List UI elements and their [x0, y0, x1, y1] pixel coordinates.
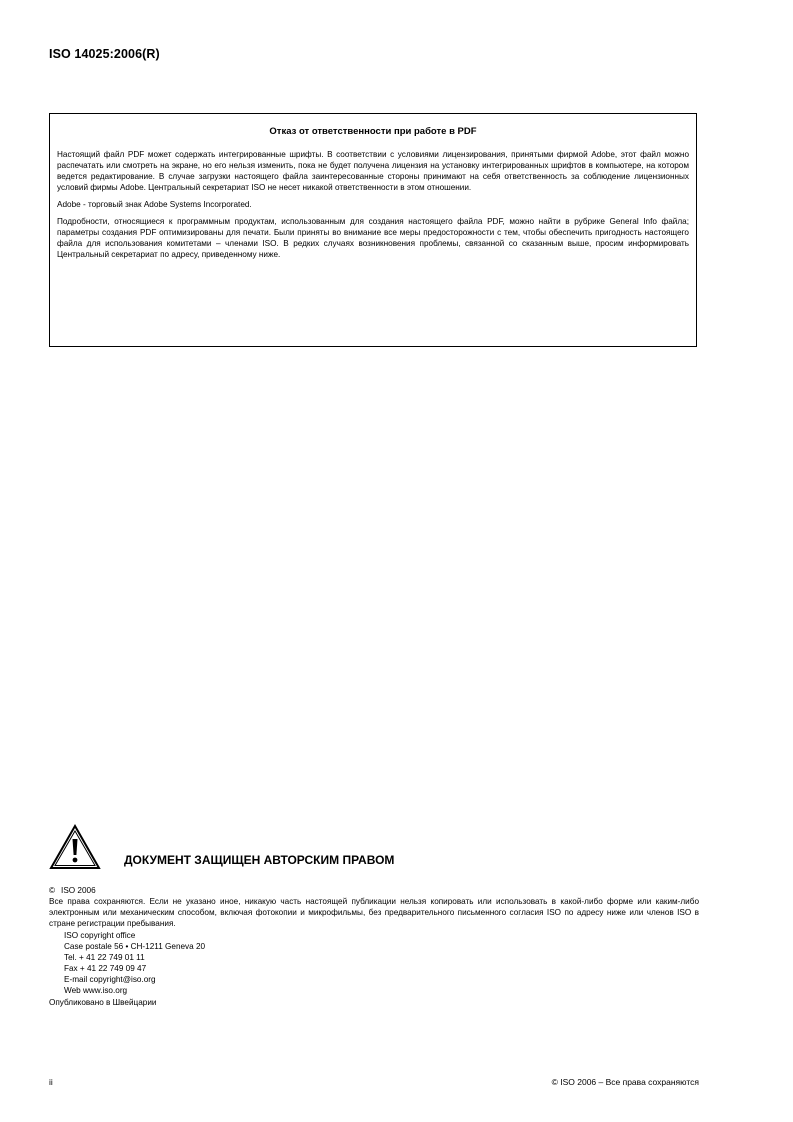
- pdf-disclaimer-box: [49, 113, 697, 347]
- copyright-year: ISO 2006: [61, 886, 96, 895]
- copyright-year-line: [49, 885, 699, 896]
- disclaimer-paragraph-fonts: Настоящий файл PDF может содержать интегрированные шрифты. В соответствии с условиями лицензирования, принятыми фирмой Adobe, этот файл можно распечатать или смотреть на экране, но его нельзя изменить, пока не будет получена лицензия на установку интегрированных шрифтов в компьютере, на котором ведется редактирование. В случае загрузки настоящего файла заинтересованные стороны принимают на себя ответственность за соблюдение лицензионных условий фирмы Adobe. Центральный секретариат ISO не несет никакой ответственности в этом отношении.: [57, 150, 689, 192]
- document-id-header: ISO 14025:2006(R): [49, 47, 160, 61]
- disclaimer-title: Отказ от ответственности при работе в PDF: [269, 126, 477, 137]
- disclaimer-paragraph-details: Подробности, относящиеся к программным продуктам, использованным для создания настоящего файла PDF, можно найти в рубрике General Info файла; параметры создания PDF оптимизированы для печати. Были приняты во внимание все меры предосторожности с тем, чтобы обеспечить пригодность настоящего файла для использования комитетами – членами ISO. В редких случаях возникновения проблемы, связанной со сказанным выше, просим информировать Центральный секретариат по адресу, приведенному ниже.: [57, 217, 689, 259]
- copyright-symbol: ©: [49, 886, 56, 895]
- address-postal: Case postale 56 • CH-1211 Geneva 20: [64, 942, 206, 951]
- copyright-warning-row: [49, 824, 699, 874]
- address-web: Web www.iso.org: [64, 986, 128, 995]
- warning-triangle-icon: [49, 824, 101, 870]
- address-tel: Tel. + 41 22 749 01 11: [64, 953, 145, 962]
- copyright-section: [49, 824, 699, 1008]
- address-office: ISO copyright office: [64, 931, 136, 940]
- page-number: ii: [49, 1077, 53, 1087]
- iso-address-block: [49, 930, 699, 996]
- disclaimer-paragraph-trademark: Adobe - торговый знак Adobe Systems Incorporated.: [57, 200, 252, 209]
- footer-copyright: © ISO 2006 – Все права сохраняются: [551, 1077, 699, 1087]
- published-in-switzerland: Опубликовано в Швейцарии: [49, 998, 157, 1007]
- rights-reserved-text: Все права сохраняются. Если не указано иное, никакую часть настоящей публикации нельзя копировать или использовать в какой-либо форме или каким-либо электронным или механическим способом, включая фотокопии и микрофильмы, без предварительного письменного согласия ISO по адресу ниже или членов ISO в стране регистрации пребывания.: [49, 897, 699, 928]
- address-email: E-mail copyright@iso.org: [64, 975, 156, 984]
- copyright-warning-title: ДОКУМЕНТ ЗАЩИЩЕН АВТОРСКИМ ПРАВОМ: [124, 853, 395, 867]
- address-fax: Fax + 41 22 749 09 47: [64, 964, 147, 973]
